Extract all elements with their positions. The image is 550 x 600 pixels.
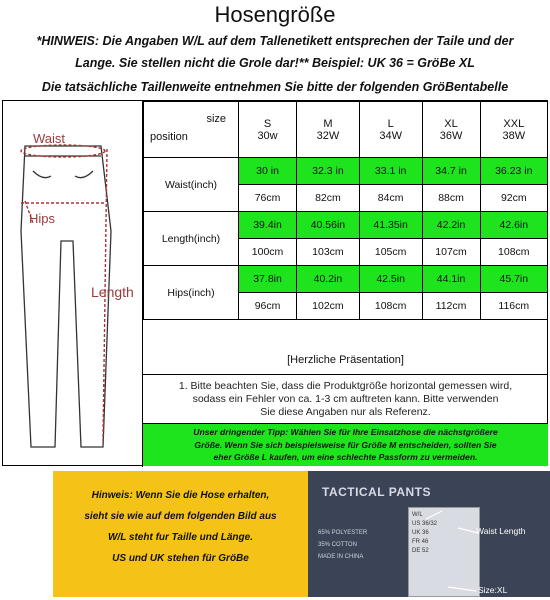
tag-line: MADE IN CHINA <box>318 554 364 560</box>
measurement-note <box>143 376 548 422</box>
notice-line-1: *HINWEIS: Die Angaben W/L auf dem Tallenetikett entsprechen der Taile und der <box>36 34 514 48</box>
length-label: Length <box>91 284 134 300</box>
table-cell: 116cm <box>480 293 547 320</box>
waist-label: Waist <box>33 131 66 146</box>
label-line: UK 36 <box>412 530 429 536</box>
row-label-length: Length(inch) <box>144 212 239 266</box>
table-cell: 105cm <box>359 239 422 266</box>
table-row-hips-inch <box>144 266 548 293</box>
size-col-l <box>359 102 422 158</box>
pants-diagram <box>3 101 143 467</box>
table-cell: 42.2in <box>422 212 480 239</box>
size-col-xxl <box>480 102 547 158</box>
table-cell: 92cm <box>480 185 547 212</box>
row-label-hips: Hips(inch) <box>144 266 239 320</box>
position-header: position <box>150 130 188 143</box>
tip-line: eher Größe L kaufen, um eine schlechte Passform zu vermeiden. <box>213 452 478 462</box>
table-cell: 42.5in <box>359 266 422 293</box>
table-cell: 40.56in <box>297 212 360 239</box>
table-cell: 42.6in <box>480 212 547 239</box>
hint-line: Hinweis: Wenn Sie die Hose erhalten, <box>91 490 270 501</box>
note-line: 1. Bitte beachten Sie, dass die Produktgröße horizontal gemessen wird, <box>178 380 513 392</box>
label-hint-box <box>53 471 308 597</box>
size-col-m <box>297 102 360 158</box>
size-waist-code: 36W <box>439 129 463 142</box>
table-cell: 103cm <box>297 239 360 266</box>
size-col-s <box>239 102 297 158</box>
size-tip-box <box>143 423 548 466</box>
table-cell: 100cm <box>239 239 297 266</box>
annotation-size: Size:XL <box>478 585 508 595</box>
label-line: FR 46 <box>412 539 429 545</box>
table-cell: 39.4in <box>239 212 297 239</box>
table-cell: 96cm <box>239 293 297 320</box>
tag-line: 65% POLYESTER <box>318 530 368 536</box>
table-row-length-inch <box>144 212 548 239</box>
label-line: US 36/32 <box>412 521 438 527</box>
note-line: Sie diese Angaben nur als Referenz. <box>260 406 431 418</box>
table-cell: 84cm <box>359 185 422 212</box>
presentation-text: [Herzliche Präsentation] <box>143 345 548 375</box>
table-cell: 40.2in <box>297 266 360 293</box>
table-cell: 107cm <box>422 239 480 266</box>
label-line: DE 52 <box>412 548 429 554</box>
row-label-waist: Waist(inch) <box>144 158 239 212</box>
corner-header-cell <box>144 102 239 158</box>
size-chart-frame <box>2 100 548 466</box>
table-cell: 41.35in <box>359 212 422 239</box>
tip-line: Unser dringender Tipp: Wählen Sie für Ihre Einsatzhose die nächstgrößere <box>193 427 498 437</box>
page-title: Hosengröße <box>214 2 336 27</box>
size-name: XL <box>444 117 458 130</box>
annotation-waist-length: Waist Length <box>476 526 526 536</box>
hint-line: W/L steht fur Taille und Länge. <box>107 532 253 543</box>
table-row-waist-inch <box>144 158 548 185</box>
size-name: M <box>323 117 333 130</box>
table-cell: 108cm <box>359 293 422 320</box>
hint-line: sieht sie wie auf dem folgenden Bild aus <box>84 511 277 522</box>
size-name: L <box>387 117 394 130</box>
notice-line-3: Die tatsächliche Taillenweite entnehmen Sie bitte der folgenden GröBentabelle <box>41 80 509 94</box>
size-name: S <box>263 117 272 130</box>
note-line: sodass ein Fehler von ca. 1-3 cm auftreten kann. Bitte verwenden <box>192 393 499 405</box>
table-cell: 82cm <box>297 185 360 212</box>
table-cell: 102cm <box>297 293 360 320</box>
table-cell: 45.7in <box>480 266 547 293</box>
table-cell: 36.23 in <box>480 158 547 185</box>
table-cell: 76cm <box>239 185 297 212</box>
size-header: size <box>206 112 226 125</box>
tag-line: 35% COTTON <box>318 542 357 548</box>
table-cell: 34.7 in <box>422 158 480 185</box>
table-cell: 32.3 in <box>297 158 360 185</box>
label-line: W/L <box>412 512 423 518</box>
size-table <box>143 101 548 320</box>
photo-brand-text: TACTICAL PANTS <box>322 485 431 499</box>
hips-label: Hips <box>29 211 56 226</box>
size-waist-code: 30w <box>257 129 278 142</box>
tip-line: Größe. Wenn Sie sich beispielsweise für Größe M entscheiden, sollten Sie <box>194 439 497 450</box>
table-cell: 112cm <box>422 293 480 320</box>
size-name: XXL <box>503 117 525 130</box>
size-waist-code: 34W <box>379 129 402 142</box>
table-cell: 37.8in <box>239 266 297 293</box>
label-photo <box>308 471 550 597</box>
table-cell: 44.1in <box>422 266 480 293</box>
size-waist-code: 38W <box>502 129 526 142</box>
size-header-row <box>144 102 548 158</box>
size-col-xl <box>422 102 480 158</box>
table-cell: 108cm <box>480 239 547 266</box>
notice-line-2: Lange. Sie stellen nicht die Grole dar!** Beispiel: UK 36 = GröBe XL <box>75 56 475 70</box>
hint-line: US und UK stehen für GröBe <box>112 553 249 564</box>
size-waist-code: 32W <box>316 129 340 142</box>
table-cell: 30 in <box>239 158 297 185</box>
table-cell: 33.1 in <box>359 158 422 185</box>
table-cell: 88cm <box>422 185 480 212</box>
